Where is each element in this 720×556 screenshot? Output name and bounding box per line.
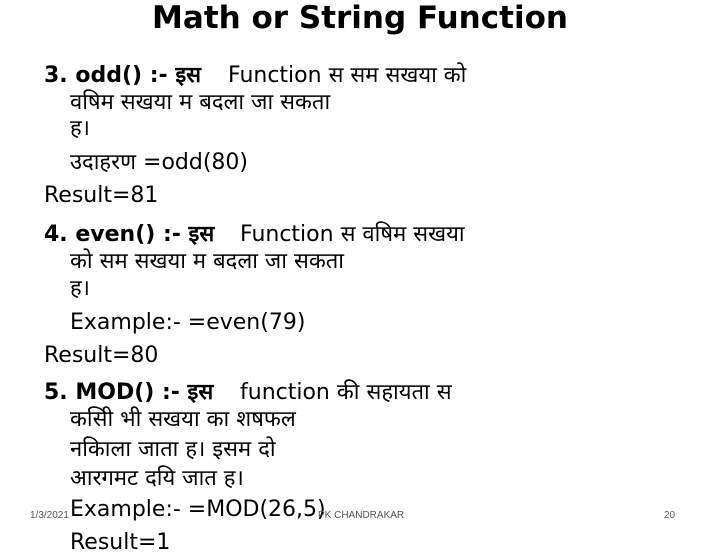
- footer-date: 1/3/2021: [30, 510, 69, 521]
- item-4-line-4: Example:- =even(79): [70, 310, 306, 335]
- item-4-line-2: को सम सखया म बदला जा सकता: [70, 249, 344, 274]
- item-4-separator: :- इस: [155, 222, 215, 247]
- slide-title: Math or String Function: [152, 0, 568, 36]
- item-5-line-5: Example:- =MOD(26,5): [70, 497, 326, 522]
- item-5-function-name: MOD(): [75, 380, 155, 405]
- item-3-heading: [44, 63, 201, 89]
- item-4-line-1: Function स वषिम सखया: [240, 222, 465, 247]
- item-3-result: Result=81: [44, 183, 159, 208]
- item-5-line-2: कसिी भी सखया का शषफल: [70, 407, 296, 432]
- item-3-function-name: odd(): [75, 63, 143, 88]
- item-5-number: 5.: [44, 380, 68, 405]
- item-4-result: Result=80: [44, 343, 159, 368]
- item-3-number: 3.: [44, 63, 68, 88]
- footer-page-number: 20: [664, 510, 676, 521]
- item-5-line-3: नकिाला जाता ह। इसम दो: [70, 437, 276, 462]
- cut-off-result: Result=1: [70, 530, 171, 555]
- item-4-function-name: even(): [75, 222, 156, 247]
- item-5-line-4: आरगमट दयि जात ह।: [70, 466, 244, 491]
- item-5-heading: [44, 380, 213, 406]
- item-3-line-1: Function स सम सखया को: [228, 63, 467, 88]
- item-4-heading: [44, 222, 214, 248]
- item-3-line-2: वषिम सखया म बदला जा सकता: [70, 90, 331, 115]
- item-3-line-4: उदाहरण =odd(80): [70, 150, 248, 175]
- footer-author: PK CHANDRAKAR: [318, 510, 405, 521]
- item-3-line-3: ह।: [70, 116, 91, 141]
- item-4-number: 4.: [44, 222, 68, 247]
- item-5-separator: :- इस: [154, 380, 214, 405]
- item-5-line-1: function की सहायता स: [240, 380, 452, 405]
- item-4-line-3: ह।: [70, 276, 91, 301]
- item-3-separator: :- इस: [142, 63, 201, 88]
